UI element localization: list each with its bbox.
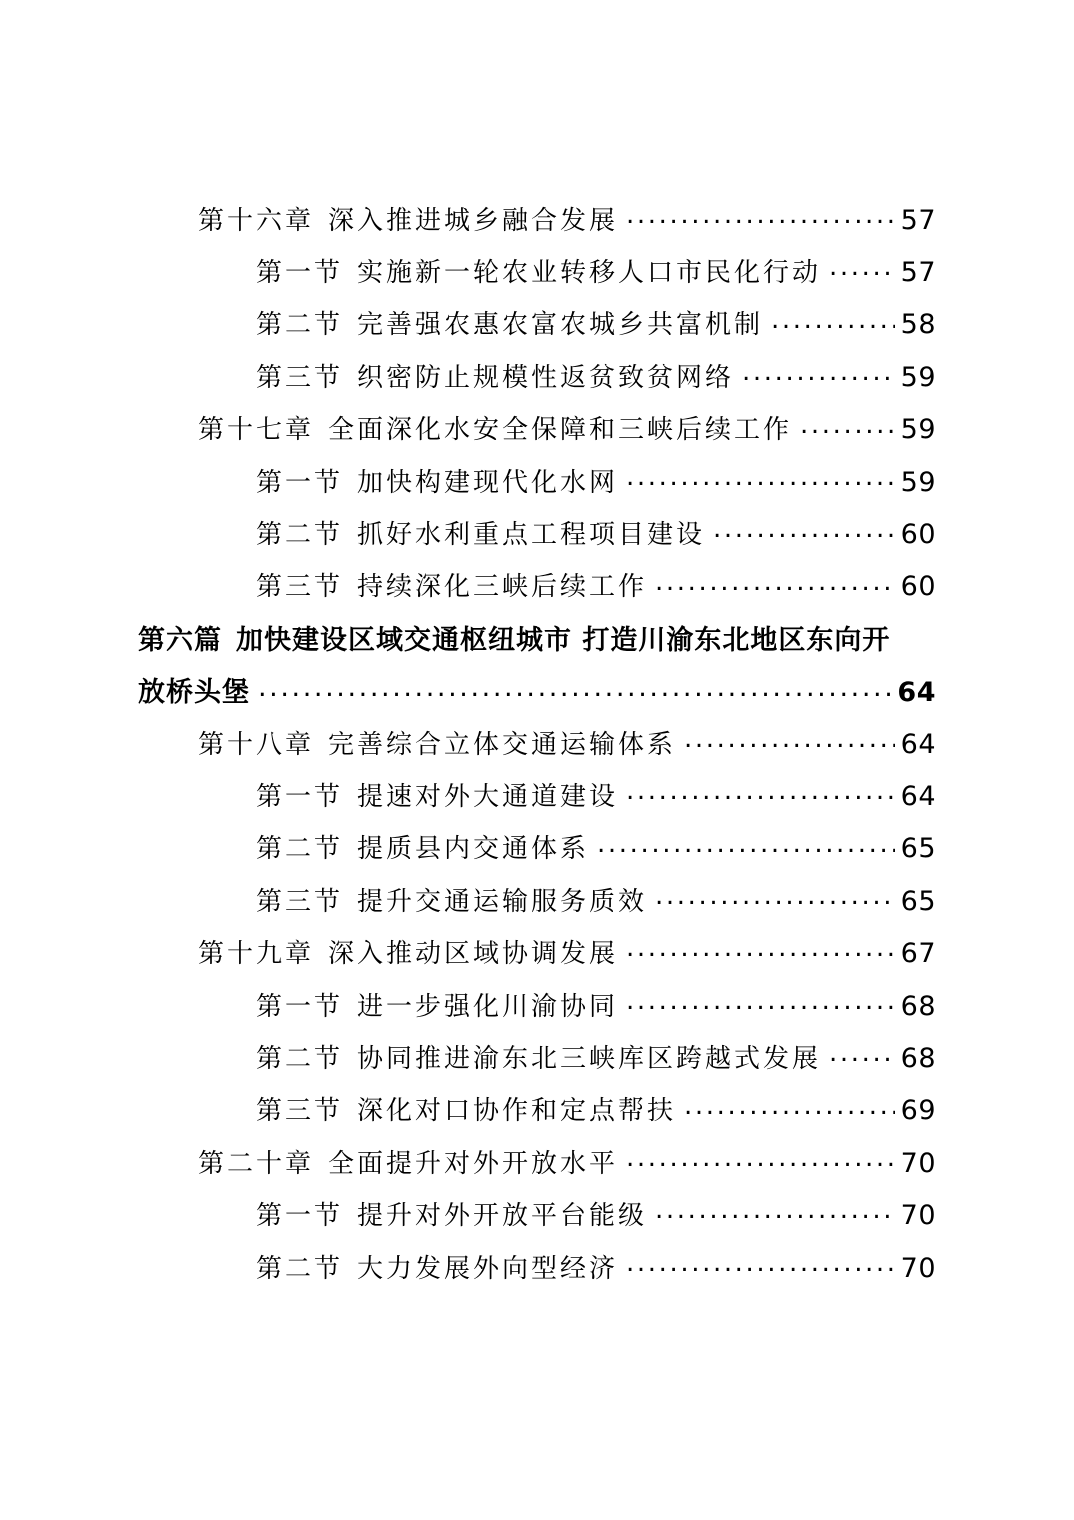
- toc-entry-number: 第二节: [256, 310, 344, 341]
- toc-page-number: 70: [900, 1147, 936, 1179]
- toc-entry-section[interactable]: [0, 454, 1074, 506]
- dot-leader: [626, 989, 895, 1015]
- toc-page-number: 64: [900, 780, 936, 812]
- toc-entry-number: 第一节: [256, 1201, 344, 1232]
- toc-entry-number: 第六篇: [138, 624, 222, 656]
- toc-entry-number: 第二节: [256, 834, 344, 865]
- dot-leader: [684, 1093, 895, 1119]
- dot-leader: [655, 569, 895, 595]
- toc-page-number: 64: [897, 677, 936, 709]
- toc-entry-title: 提升交通运输服务质效: [357, 886, 648, 917]
- toc-entry-number: 第三节: [256, 572, 344, 603]
- toc-page-number: 58: [900, 309, 936, 341]
- toc-entry-title: 深入推进城乡融合发展: [328, 205, 619, 236]
- dot-leader: [626, 779, 895, 805]
- dot-leader: [626, 465, 895, 491]
- toc-entry-title: 抓好水利重点工程项目建设: [357, 520, 706, 551]
- toc-entry-section[interactable]: [0, 1187, 1074, 1239]
- toc-entry-title: 协同推进渝东北三峡库区跨越式发展: [357, 1043, 822, 1074]
- dot-leader: [742, 360, 895, 386]
- toc-entry-title: 完善强农惠农富农城乡共富机制: [357, 310, 764, 341]
- toc-entry-section[interactable]: [0, 978, 1074, 1030]
- toc-entry-title: 进一步强化川渝协同: [357, 991, 619, 1022]
- dot-leader: [684, 727, 895, 753]
- toc-entry-section[interactable]: [0, 559, 1074, 611]
- toc-page-number: 59: [900, 414, 936, 446]
- toc-entry-title: 加快建设区域交通枢纽城市 打造川渝东北地区东向开: [236, 624, 891, 656]
- toc-entry-title: 提升对外开放平台能级: [357, 1201, 648, 1232]
- toc-entry-number: 第二节: [256, 520, 344, 551]
- toc-entry-number: 第十七章: [198, 415, 315, 446]
- toc-entry-section[interactable]: [0, 349, 1074, 401]
- toc-page-number: 65: [900, 885, 936, 917]
- toc-entry-number: 第一节: [256, 781, 344, 812]
- toc-entry-section[interactable]: [0, 244, 1074, 296]
- toc-entry-title: 织密防止规模性返贫致贫网络: [357, 362, 735, 393]
- toc-entry-number: 第一节: [256, 258, 344, 289]
- toc-entry-number: 第十六章: [198, 205, 315, 236]
- toc-entry-chapter-16[interactable]: [0, 192, 1074, 244]
- toc-entry-title: 完善综合立体交通运输体系: [328, 729, 677, 760]
- dot-leader: [655, 1198, 895, 1224]
- dot-leader: [713, 517, 895, 543]
- toc-entry-section[interactable]: [0, 1083, 1074, 1135]
- toc-entry-section[interactable]: [0, 1240, 1074, 1292]
- toc-entry-part-6[interactable]: [0, 611, 1074, 663]
- dot-leader: [626, 936, 895, 962]
- toc-entry-section[interactable]: [0, 297, 1074, 349]
- toc-entry-number: 第三节: [256, 886, 344, 917]
- dot-leader: [771, 307, 895, 333]
- toc-page-number: 67: [900, 938, 936, 970]
- dot-leader: [655, 884, 895, 910]
- toc-entry-title: 放桥头堡: [138, 677, 250, 709]
- dot-leader: [626, 1251, 895, 1277]
- dot-leader: [597, 831, 895, 857]
- toc-page-number: 69: [900, 1095, 936, 1127]
- toc-entry-number: 第十八章: [198, 729, 315, 760]
- toc-entry-title: 全面提升对外开放水平: [328, 1148, 619, 1179]
- toc-entry-number: 第一节: [256, 467, 344, 498]
- toc-entry-title: 提质县内交通体系: [357, 834, 590, 865]
- toc-page-number: 64: [900, 728, 936, 760]
- dot-leader: [626, 1146, 895, 1172]
- toc-entry-number: 第三节: [256, 362, 344, 393]
- dot-leader: [800, 412, 895, 438]
- toc-page-number: 60: [900, 571, 936, 603]
- toc-entry-number: 第三节: [256, 1096, 344, 1127]
- toc-page-number: 59: [900, 361, 936, 393]
- toc-entry-number: 第十九章: [198, 939, 315, 970]
- toc-entry-chapter-20[interactable]: [0, 1135, 1074, 1187]
- toc-entry-section[interactable]: [0, 506, 1074, 558]
- toc-entry-number: 第二十章: [198, 1148, 315, 1179]
- toc-entry-title: 大力发展外向型经济: [357, 1253, 619, 1284]
- dot-leader: [258, 674, 891, 701]
- dot-leader: [829, 255, 895, 281]
- toc-page-number: 65: [900, 833, 936, 865]
- toc-page-number: 68: [900, 1042, 936, 1074]
- toc-entry-number: 第一节: [256, 991, 344, 1022]
- toc-entry-title: 实施新一轮农业转移人口市民化行动: [357, 258, 822, 289]
- toc-entry-number: 第二节: [256, 1253, 344, 1284]
- toc-entry-chapter-19[interactable]: [0, 925, 1074, 977]
- toc-page-number: 60: [900, 519, 936, 551]
- toc-entry-title: 全面深化水安全保障和三峡后续工作: [328, 415, 793, 446]
- toc-page-number: 57: [900, 257, 936, 289]
- dot-leader: [829, 1041, 895, 1067]
- toc-entry-chapter-18[interactable]: [0, 716, 1074, 768]
- table-of-contents: [0, 192, 1074, 1292]
- toc-entry-chapter-17[interactable]: [0, 402, 1074, 454]
- toc-entry-section[interactable]: [0, 873, 1074, 925]
- dot-leader: [626, 203, 895, 229]
- toc-page-number: 70: [900, 1200, 936, 1232]
- toc-entry-title: 深入推动区域协调发展: [328, 939, 619, 970]
- toc-page-number: 59: [900, 466, 936, 498]
- toc-page-number: 68: [900, 990, 936, 1022]
- toc-entry-section[interactable]: [0, 1030, 1074, 1082]
- toc-entry-title: 深化对口协作和定点帮扶: [357, 1096, 677, 1127]
- toc-page-number: 70: [900, 1252, 936, 1284]
- toc-entry-number: 第二节: [256, 1043, 344, 1074]
- toc-entry-section[interactable]: [0, 821, 1074, 873]
- toc-entry-title: 加快构建现代化水网: [357, 467, 619, 498]
- toc-entry-title: 持续深化三峡后续工作: [357, 572, 648, 603]
- toc-entry-section[interactable]: [0, 768, 1074, 820]
- toc-entry-part-6-continued[interactable]: [0, 664, 1074, 716]
- toc-page-number: 57: [900, 204, 936, 236]
- toc-entry-title: 提速对外大通道建设: [357, 781, 619, 812]
